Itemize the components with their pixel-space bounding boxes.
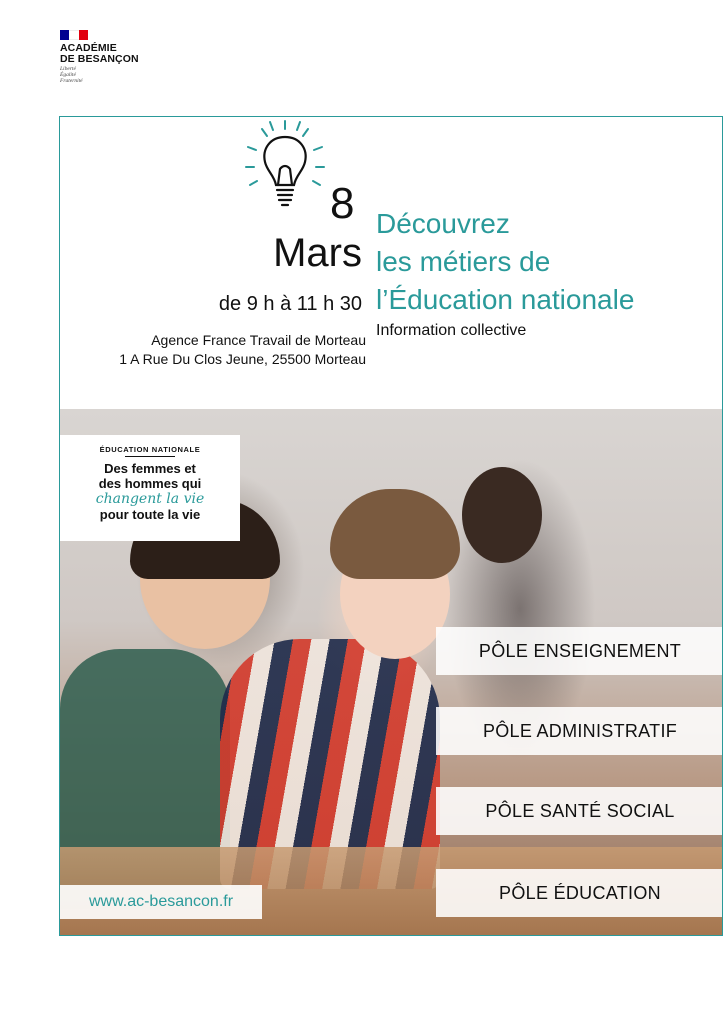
photo-child-back-head — [462, 467, 542, 563]
french-flag-icon — [60, 30, 88, 40]
pole-enseignement: PÔLE ENSEIGNEMENT — [436, 627, 723, 675]
motto — [60, 66, 139, 84]
motto-egalite: Égalité — [60, 72, 76, 78]
classroom-photo — [60, 409, 723, 936]
badge-divider — [125, 456, 175, 457]
academy-line2: DE BESANÇON — [60, 53, 139, 65]
badge-line2: des hommes qui — [98, 476, 202, 491]
headline-line2: les métiers de — [376, 246, 551, 277]
pole-education: PÔLE ÉDUCATION — [436, 869, 723, 917]
motto-liberte: Liberté — [60, 66, 76, 72]
website-link[interactable]: www.ac-besancon.fr — [60, 885, 262, 919]
venue-name: Agence France Travail de Morteau — [151, 332, 366, 348]
pole-sante-social: PÔLE SANTÉ SOCIAL — [436, 787, 723, 835]
headline-line3: l’Éducation nationale — [376, 284, 635, 315]
education-nationale-badge — [60, 435, 240, 541]
pole-administratif: PÔLE ADMINISTRATIF — [436, 707, 723, 755]
badge-line3: pour toute la vie — [99, 507, 201, 522]
event-day: 8 — [330, 179, 355, 228]
headline-line1: Découvrez — [376, 208, 510, 239]
event-venue — [119, 331, 366, 369]
event-month: Mars — [273, 231, 362, 275]
badge-script: changent la vie — [95, 491, 205, 507]
badge-line1: Des femmes et — [104, 461, 196, 476]
motto-fraternite: Fraternité — [60, 78, 83, 84]
academy-line1: ACADÉMIE — [60, 42, 117, 54]
event-hours: de 9 h à 11 h 30 — [218, 293, 362, 315]
academy-name — [60, 43, 139, 65]
badge-title: ÉDUCATION NATIONALE — [99, 445, 201, 454]
venue-address: 1 A Rue Du Clos Jeune, 25500 Morteau — [119, 351, 366, 367]
academy-logo — [60, 30, 139, 84]
headline — [376, 205, 634, 319]
photo-teacher-hair — [330, 489, 460, 579]
poster — [59, 116, 723, 936]
lightbulb-icon — [240, 117, 330, 217]
subtitle: Information collective — [376, 322, 527, 339]
